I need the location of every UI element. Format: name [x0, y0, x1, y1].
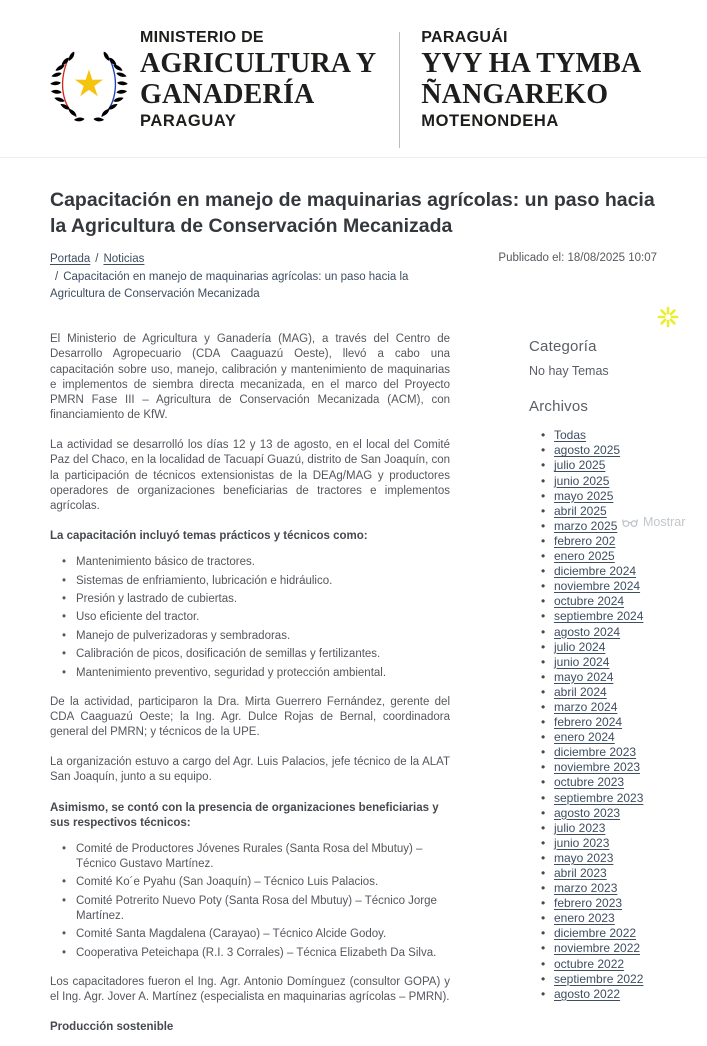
- page-title: Capacitación en manejo de maquinarias agrícolas: un paso hacia la Agricultura de Conservación Mecanizada: [50, 189, 655, 237]
- article-paragraph: La actividad se desarrolló los días 12 y 13 de agosto, en el local del Comité Paz del Chaco, en la localidad de Tacuapí Guazú, distrito de San Joaquín, con la participación de técnicos extensionistas de la DEAg/MAG y productores operadores de organizaciones beneficiarias de tractores e implementos agrícolas.: [50, 439, 450, 512]
- article-paragraph: La organización estuvo a cargo del Agr. Luis Palacios, jefe técnico de la ALAT San Joaquín, junto a su equipo.: [50, 756, 450, 784]
- archive-link[interactable]: febrero 2024: [554, 715, 623, 730]
- archive-item: [541, 564, 657, 579]
- archive-item: [541, 715, 657, 730]
- archives-heading: Archivos: [529, 398, 589, 416]
- breadcrumb-current-label: Capacitación en manejo de maquinarias agrícolas: un paso hacia la Agricultura de Conservación Mecanizada: [50, 270, 409, 301]
- article-paragraph: Los capacitadores fueron el Ing. Agr. Antonio Domínguez (consultor GOPA) y el Ing. Agr. Jover A. Martínez (especialista en maquinarias agrícolas – PMRN).: [50, 975, 450, 1003]
- logo-line-ganaderia: GANADERÍA: [140, 79, 315, 110]
- archive-link[interactable]: abril 2025: [554, 503, 607, 518]
- archive-link[interactable]: julio 2024: [554, 639, 606, 654]
- article-list-item: • Mantenimiento básico de tractores.: [60, 555, 450, 570]
- article-list-item: • Manejo de pulverizadoras y sembradoras.: [60, 629, 450, 644]
- archive-link[interactable]: enero 2024: [554, 730, 615, 745]
- archive-item: [541, 851, 657, 866]
- archive-link[interactable]: marzo 2023: [554, 881, 618, 896]
- logo-line-agricultura: AGRICULTURA Y: [140, 48, 377, 79]
- archive-link[interactable]: febrero 2023: [554, 896, 623, 911]
- archive-item: [541, 534, 657, 549]
- archive-item: [541, 685, 657, 700]
- archive-link[interactable]: septiembre 2022: [554, 971, 644, 986]
- archive-item: [541, 896, 657, 911]
- archive-link[interactable]: mayo 2024: [554, 669, 614, 684]
- archive-item: [541, 806, 657, 821]
- archive-link[interactable]: abril 2023: [554, 866, 607, 880]
- archive-item: [541, 655, 657, 670]
- archive-item: [541, 866, 657, 881]
- logo-line-paraguay: PARAGUAY: [140, 112, 237, 130]
- logo-line-ministerio: MINISTERIO DE: [140, 29, 264, 46]
- archive-item: [541, 821, 657, 836]
- archive-item: [541, 987, 657, 1002]
- article-list-item: • Mantenimiento preventivo, seguridad y protección ambiental.: [60, 666, 450, 681]
- archive-link[interactable]: octubre 2023: [554, 775, 625, 790]
- archive-link[interactable]: marzo 2024: [554, 699, 618, 714]
- archive-item: [541, 836, 657, 851]
- logo-line-yvy-ha-tymba: YVY HA TYMBA: [421, 48, 642, 79]
- article-header: [50, 188, 657, 304]
- article-body: [50, 332, 450, 1046]
- archive-link[interactable]: abril 2024: [554, 684, 607, 699]
- archive-item: [541, 625, 657, 640]
- archive-link[interactable]: mayo 2023: [554, 850, 614, 865]
- archive-item: [541, 791, 657, 806]
- archive-item: [541, 926, 657, 941]
- article-paragraph: De la actividad, participaron la Dra. Mirta Guerrero Fernández, gerente del CDA Caaguazú Oeste; la Ing. Agr. Dulce Rojas de Bernal, coordinadora general del PMRN; y técnicos de la UPE.: [50, 695, 450, 739]
- archive-item: [541, 609, 657, 624]
- archive-item: [541, 458, 657, 473]
- mostrar-label: Mostrar: [643, 515, 686, 529]
- archive-item: [541, 428, 657, 443]
- article-list-item: • Calibración de picos, dosificación de semillas y fertilizantes.: [60, 647, 450, 662]
- archive-link[interactable]: junio 2023: [554, 835, 610, 850]
- archive-item: [541, 730, 657, 745]
- archive-link[interactable]: diciembre 2023: [554, 745, 637, 760]
- archive-link[interactable]: enero 2023: [554, 911, 615, 926]
- article-list-item: • Comité de Productores Jóvenes Rurales (Santa Rosa del Mbutuy) – Técnico Gustavo Martínez.: [60, 842, 450, 872]
- article-list-item: • Cooperativa Peteichapa (R.I. 3 Corrales) – Técnica Elizabeth Da Silva.: [60, 946, 450, 961]
- article-list: [60, 555, 450, 680]
- logo-line-motenondeha: MOTENONDEHA: [421, 112, 559, 130]
- article-meta-row: [50, 251, 657, 304]
- archive-item: [541, 594, 657, 609]
- archive-item: [541, 911, 657, 926]
- breadcrumb-separator: /: [55, 270, 59, 283]
- breadcrumb-link-noticias[interactable]: Noticias: [103, 252, 145, 265]
- archive-link[interactable]: diciembre 2024: [554, 564, 637, 579]
- archive-item: [541, 474, 657, 489]
- archive-link[interactable]: septiembre 2024: [554, 609, 644, 624]
- sidebar: [529, 332, 657, 1046]
- archive-item: [541, 775, 657, 790]
- archive-item: [541, 640, 657, 655]
- guarani-logo-text: [421, 30, 641, 130]
- archive-link[interactable]: agosto 2023: [554, 805, 621, 820]
- logo-line-nangareko: ÑANGAREKO: [421, 79, 609, 110]
- archive-link[interactable]: enero 2025: [554, 549, 615, 564]
- archive-item: [541, 700, 657, 715]
- article-subheading: Producción sostenible: [50, 1021, 174, 1034]
- breadcrumb-current: [50, 269, 464, 305]
- article-list-item: • Comité Potrerito Nuevo Poty (Santa Rosa del Mbutuy) – Técnico Jorge Martínez.: [60, 894, 450, 924]
- archive-link[interactable]: agosto 2024: [554, 624, 621, 639]
- archive-link[interactable]: julio 2025: [554, 458, 606, 473]
- star-icon: [75, 69, 103, 96]
- archive-item: [541, 881, 657, 896]
- breadcrumb-separator: /: [95, 252, 99, 265]
- site-header-logo[interactable]: [0, 0, 707, 158]
- archive-item: [541, 941, 657, 956]
- archive-item: [541, 443, 657, 458]
- published-date: Publicado el: 18/08/2025 10:07: [498, 251, 657, 264]
- glasses-icon: [622, 517, 638, 528]
- archive-link[interactable]: Todas: [554, 428, 587, 443]
- logo-line-paraguai: PARAGUÁI: [421, 29, 508, 46]
- archive-link[interactable]: octubre 2022: [554, 956, 625, 971]
- article-subheading: La capacitación incluyó temas prácticos y técnicos como:: [50, 530, 368, 543]
- archive-link[interactable]: octubre 2024: [554, 594, 625, 609]
- article-list-item: • Comité Ko´e Pyahu (San Joaquín) – Técnico Luis Palacios.: [60, 875, 450, 890]
- archive-link[interactable]: julio 2023: [554, 820, 606, 835]
- archive-link[interactable]: junio 2025: [554, 473, 610, 488]
- article-list-item: • Presión y lastrado de cubiertas.: [60, 592, 450, 607]
- archive-link[interactable]: febrero 202: [554, 533, 616, 548]
- archive-item: [541, 760, 657, 775]
- main-area: [0, 304, 707, 1046]
- archive-link[interactable]: noviembre 2023: [554, 760, 641, 775]
- archive-link[interactable]: junio 2024: [554, 654, 610, 669]
- archive-link[interactable]: diciembre 2022: [554, 926, 637, 941]
- archive-item: [541, 549, 657, 564]
- archive-link[interactable]: marzo 2025: [554, 518, 618, 533]
- mag-emblem-wreath-icon: [52, 36, 126, 128]
- archive-link[interactable]: noviembre 2022: [554, 941, 641, 956]
- category-heading: Categoría: [529, 338, 597, 356]
- archive-item: [541, 957, 657, 972]
- archive-item: [541, 745, 657, 760]
- mostrar-widget-button[interactable]: [619, 514, 688, 530]
- archive-item: [541, 670, 657, 685]
- header-vertical-divider: [399, 32, 400, 148]
- article-paragraph: El Ministerio de Agricultura y Ganadería (MAG), a través del Centro de Desarrollo Agropecuario (CDA Caaguazú Oeste), llevó a cabo una capacitación sobre uso, manejo, calibración y mantenimiento de maquinarias e implementos de siembra directa mecanizada, en el marco del Proyecto PMRN Fase III – Agricultura de Conservación Mecanizada (ACM), con financiamiento de KfW.: [50, 333, 450, 422]
- archive-link[interactable]: septiembre 2023: [554, 790, 644, 805]
- archive-link[interactable]: agosto 2022: [554, 986, 621, 1001]
- accessibility-asterisk-icon[interactable]: [656, 305, 680, 329]
- archive-item: [541, 489, 657, 504]
- article-subheading: Asimismo, se contó con la presencia de organizaciones beneficiarias y sus respectivos técnicos:: [50, 801, 439, 829]
- article-list: [60, 842, 450, 961]
- archive-link[interactable]: mayo 2025: [554, 488, 614, 503]
- category-empty-text: No hay Temas: [529, 364, 609, 379]
- article-list-item: • Comité Santa Magdalena (Carayao) – Técnico Alcide Godoy.: [60, 927, 450, 942]
- breadcrumb-link-portada[interactable]: Portada: [50, 252, 91, 265]
- article-list-item: • Uso eficiente del tractor.: [60, 610, 450, 625]
- ministry-logo-text: [140, 30, 376, 130]
- breadcrumb: [50, 251, 464, 304]
- article-list-item: • Sistemas de enfriamiento, lubricación e hidráulico.: [60, 574, 450, 589]
- archive-item: [541, 579, 657, 594]
- archive-link[interactable]: agosto 2025: [554, 443, 621, 458]
- archive-item: [541, 972, 657, 987]
- archive-link[interactable]: noviembre 2024: [554, 579, 641, 594]
